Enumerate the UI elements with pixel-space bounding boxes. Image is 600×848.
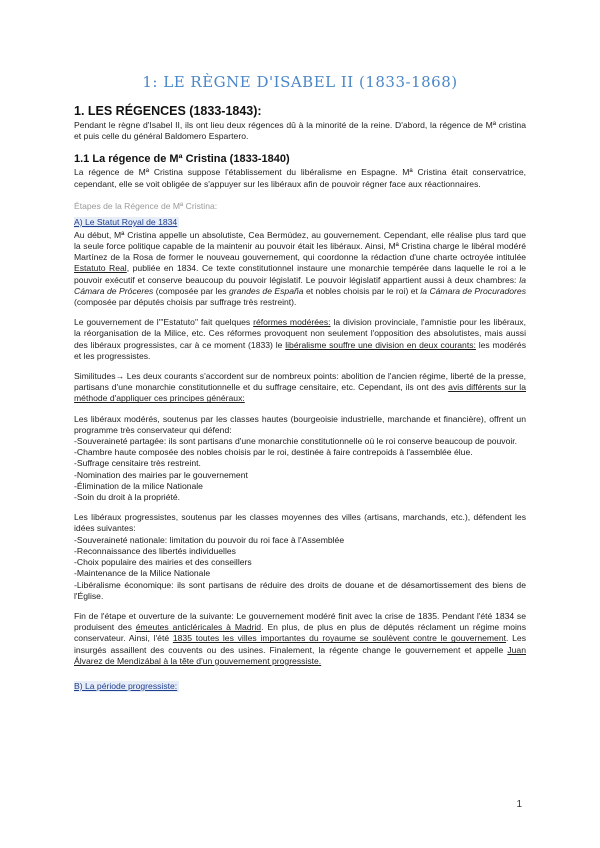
list-item: -Maintenance de la Milice Nationale bbox=[74, 568, 211, 579]
paragraph-fin-etape: Fin de l'étape et ouverture de la suivante: Le gouvernement modéré finit avec la crise de 1835. Pendant l'été 1834 se produisent des émeutes anticléricales à Madrid. En plus, de plus en plus de députés réclament un régime moins conservateur. Ainsi, l'été 1835 toutes les villes importantes du royaume se soulèvent contre le gouvernement. Les insurgés assaillent des couvents ou des usines. Finalement, la régente change le gouvernement et appelle Juan Álvarez de Mendizábal à la tête d'un gouvernement progressiste. bbox=[74, 610, 526, 666]
list-item: -Soin du droit à la propriété. bbox=[74, 492, 181, 503]
document-title: 1: LE RÈGNE D'ISABEL II (1833-1868) bbox=[142, 73, 458, 91]
subsection-a-heading: A) Le Statut Royal de 1834 bbox=[74, 216, 178, 227]
section-1-1-intro: La régence de Mª Cristina suppose l'établissement du libéralisme en Espagne. Mª Cristina était conservatrice, cependant, elle se voit obligée de s'appuyer sur les libéraux afin de pouvoir régner face aux réactionnaires. bbox=[74, 167, 526, 189]
moderes-intro: Les libéraux modérés, soutenus par les classes hautes (bourgeoisie industrielle, marchande et financière), offrent un programme très conservateur qui défend: bbox=[74, 413, 526, 435]
subsection-b-heading: B) La période progressiste: bbox=[74, 680, 178, 691]
section-1-intro: Pendant le règne d'Isabel II, ils ont lieu deux régences dû à la minorité de la reine. D'abord, la régence de Mª cristina et puis celle du général Baldomero Espartero. bbox=[74, 120, 526, 142]
section-1-1-heading: 1.1 La régence de Mª Cristina (1833-1840) bbox=[74, 153, 290, 166]
list-item: -Chambre haute composée des nobles choisis par le roi, destinée à faire contrepoids à l'assemblée élue. bbox=[74, 447, 473, 458]
list-item: -Souveraineté nationale: limitation du pouvoir du roi face à l'Assemblée bbox=[74, 534, 345, 545]
document-body bbox=[74, 104, 526, 694]
list-item: -Libéralisme économique: ils sont partisans de réduire des droits de douane et de désamortissement des biens de l'Église. bbox=[74, 579, 526, 601]
paragraph-reformes: Le gouvernement de l'"Estatuto" fait quelques réformes modérées: la division provinciale, l'amnistie pour les libéraux, la réorganisation de la Milice, etc. Ces réformes provoquent non seulement l'opposition des absolutistes, mais aussi des libéraux progressistes, car à ce moment (1833) le libéralisme souffre une division en deux courants: les modérés et les progressistes. bbox=[74, 317, 526, 361]
progressistes-intro: Les libéraux progressistes, soutenus par les classes moyennes des villes (artisans, marchands, etc.), défendent les idées suivantes: bbox=[74, 512, 526, 534]
stages-label: Étapes de la Régence de Mª Cristina: bbox=[74, 200, 218, 211]
list-item: -Reconnaissance des libertés individuelles bbox=[74, 545, 236, 556]
list-item: -Élimination de la milice Nationale bbox=[74, 480, 203, 491]
list-item: -Suffrage censitaire très restreint. bbox=[74, 458, 201, 469]
section-1-heading: 1. LES RÉGENCES (1833-1843): bbox=[74, 104, 262, 118]
moderes-list bbox=[74, 436, 526, 503]
list-item: -Souveraineté partagée: ils sont partisans d'une monarchie constitutionnelle où le roi conserve beaucoup de pouvoir. bbox=[74, 436, 518, 447]
list-item: -Nomination des mairies par le gouvernement bbox=[74, 469, 248, 480]
paragraph-similitudes: Similitudes→ Les deux courants s'accordent sur de nombreux points: abolition de l'ancien régime, liberté de la presse, partisans d'une monarchie constitutionnelle et du suffrage censitaire, etc. Cependant, ils ont des avis différents sur la méthode d'appliquer ces principes généraux: bbox=[74, 371, 526, 404]
progressistes-list bbox=[74, 535, 526, 602]
page-number: 1 bbox=[516, 799, 522, 810]
paragraph-estatuto: Au début, Mª Cristina appelle un absolutiste, Cea Bermúdez, au gouvernement. Cependant, elle réalise plus tard que la seule force politique capable de la maintenir au pouvoir était les libéraux. Ainsi, Mª Cristina charge le libéral modéré Martínez de la Rosa de former le nouveau gouvernement, qui coordonne la rédaction d'une charte octroyée intitulée Estatuto Real, publiée en 1834. Ce texte constitutionnel instaure une monarchie tempérée dans laquelle le roi a le pouvoir exécutif et conserve beaucoup du pouvoir législatif. Le pouvoir législatif appartient aussi à deux chambres: la Cámara de Próceres (composée par les grandes de España et nobles choisis par le roi) et la Cámara de Procuradores (composée par députés choisis par suffrage très restreint). bbox=[74, 229, 527, 308]
list-item: -Choix populaire des mairies et des conseillers bbox=[74, 557, 252, 568]
